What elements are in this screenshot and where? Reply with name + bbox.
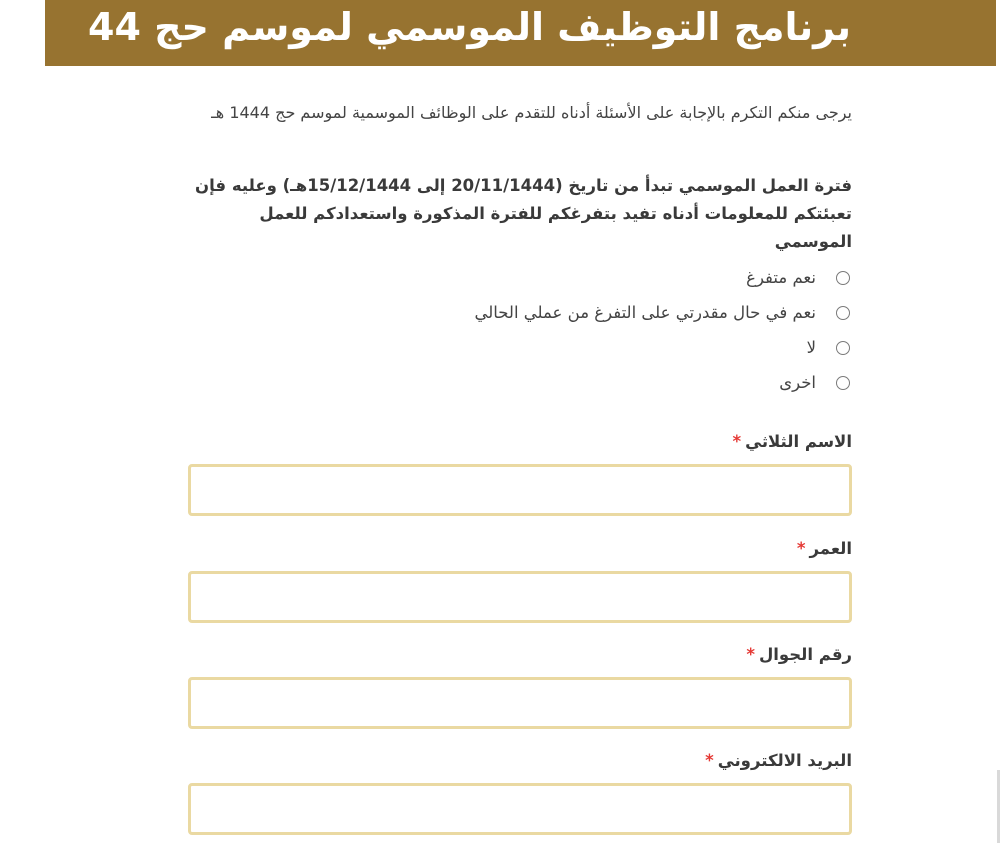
radio-option-label: لا <box>806 338 816 357</box>
email-input[interactable] <box>188 783 852 835</box>
radio-option-if-able[interactable] <box>180 295 852 330</box>
email-field-group <box>188 749 852 835</box>
full-name-input[interactable] <box>188 464 852 516</box>
required-asterisk: * <box>746 645 755 664</box>
radio-group <box>180 260 852 400</box>
full-name-label <box>188 430 852 454</box>
full-name-label-text: الاسم الثلاثي <box>745 432 852 451</box>
age-label <box>188 537 852 561</box>
intro-text: يرجى منكم التكرم بالإجابة على الأسئلة أدناه للتقدم على الوظائف الموسمية لموسم حج 1444 هـ <box>211 103 852 122</box>
email-label <box>188 749 852 773</box>
radio-option-label: اخرى <box>779 373 816 392</box>
radio-option-other[interactable] <box>180 365 852 400</box>
radio-button[interactable] <box>836 341 850 355</box>
page-title: برنامج التوظيف الموسمي لموسم حج 44 <box>88 5 851 49</box>
required-asterisk: * <box>705 751 714 770</box>
required-asterisk: * <box>732 432 742 451</box>
availability-question <box>180 172 852 400</box>
full-name-field-group <box>188 430 852 516</box>
radio-button[interactable] <box>836 376 850 390</box>
radio-option-no[interactable] <box>180 330 852 365</box>
mobile-label-text: رقم الجوال <box>758 645 852 664</box>
question-label: فترة العمل الموسمي تبدأ من تاريخ (20/11/1444 إلى 15/12/1444هـ) وعليه فإن تعبئتكم للمعلومات أدناه تفيد بتفرغكم للفترة المذكورة واستعدادكم للعمل الموسمي <box>195 176 852 251</box>
mobile-label <box>188 643 852 667</box>
age-label-text: العمر <box>809 539 852 558</box>
radio-option-label: نعم في حال مقدرتي على التفرغ من عملي الحالي <box>474 303 816 322</box>
radio-button[interactable] <box>836 306 850 320</box>
age-field-group <box>188 537 852 623</box>
radio-option-label: نعم متفرغ <box>746 268 816 287</box>
radio-button[interactable] <box>836 271 850 285</box>
email-label-text: البريد الالكتروني <box>717 751 852 770</box>
mobile-input[interactable] <box>188 677 852 729</box>
age-input[interactable] <box>188 571 852 623</box>
required-asterisk: * <box>796 539 806 558</box>
page-banner <box>45 0 996 66</box>
radio-option-full-time[interactable] <box>180 260 852 295</box>
mobile-field-group <box>188 643 852 729</box>
